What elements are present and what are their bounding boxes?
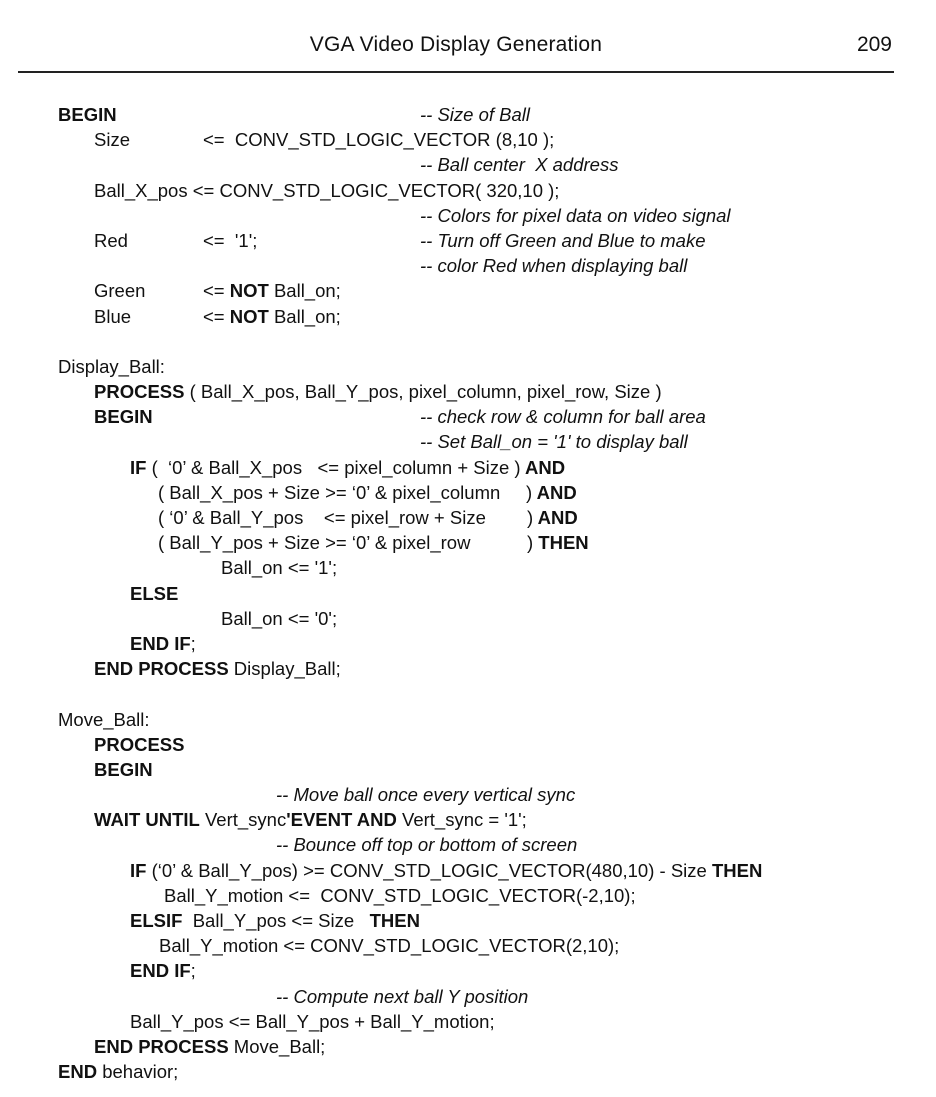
code-comment: -- Turn off Green and Blue to make [420, 229, 706, 251]
code-line [0, 958, 936, 983]
code-text: (‘0’ & Ball_Y_pos) >= CONV_STD_LOGIC_VECTOR(480,10) - Size [146, 859, 712, 881]
code-text: Green [94, 280, 146, 302]
code-keyword: PROCESS [94, 733, 185, 755]
code-text: Ball_on <= '0'; [221, 607, 338, 629]
code-keyword: END IF [130, 960, 191, 982]
code-line [0, 883, 936, 908]
code-text: ; [190, 960, 196, 982]
code-keyword: END PROCESS [94, 658, 229, 680]
code-text: ( Ball_Y_pos + Size >= ‘0’ & pixel_row ) [158, 532, 534, 554]
code-text: Ball_Y_motion <= CONV_STD_LOGIC_VECTOR(-2,10); [164, 884, 636, 906]
code-line [0, 984, 936, 1009]
code-line [0, 757, 936, 782]
code-text: ( Ball_X_pos, Ball_Y_pos, pixel_column, pixel_row, Size ) [184, 381, 662, 403]
code-text: Red [94, 229, 128, 251]
code-text: Blue [94, 305, 132, 327]
code-text: ( ‘0’ & Ball_X_pos <= pixel_column + Size ) [146, 456, 521, 478]
code-line [0, 530, 936, 555]
code-text: ( ‘0’ & Ball_Y_pos <= pixel_row + Size ) [158, 507, 534, 528]
code-line [0, 404, 936, 429]
code-line [0, 606, 936, 631]
page-header-title: VGA Video Display Generation [309, 33, 603, 56]
code-keyword: END [58, 1061, 98, 1083]
vhdl-code-listing [0, 102, 936, 1084]
code-comment: -- color Red when displaying ball [420, 255, 688, 277]
code-keyword: BEGIN [58, 104, 117, 125]
code-text: Display_Ball; [228, 658, 341, 680]
code-keyword: AND [520, 456, 566, 478]
code-line [0, 152, 936, 177]
code-text: Ball_on; [268, 280, 341, 302]
code-text: Vert_sync = '1'; [396, 809, 527, 831]
code-text: <= [203, 305, 230, 327]
code-line [0, 858, 936, 883]
code-text: Ball_X_pos <= CONV_STD_LOGIC_VECTOR( 320,10 ); [94, 179, 560, 201]
code-line [0, 631, 936, 656]
code-keyword: NOT [229, 305, 269, 327]
code-line [0, 253, 936, 278]
code-line [0, 379, 936, 404]
code-text: Move_Ball; [228, 1035, 326, 1057]
code-keyword: THEN [533, 532, 589, 554]
code-comment: -- Set Ball_on = '1' to display ball [420, 431, 688, 453]
code-line [0, 1034, 936, 1059]
code-line [0, 228, 936, 253]
code-line [0, 203, 936, 228]
code-line [0, 933, 936, 958]
code-keyword: ELSIF [130, 910, 183, 931]
code-line [0, 707, 936, 732]
page-number: 209 [856, 33, 892, 56]
header-rule [18, 71, 894, 73]
code-line [0, 304, 936, 329]
code-keyword: WAIT UNTIL [94, 809, 200, 831]
code-comment: -- Compute next ball Y position [276, 985, 529, 1007]
code-line [0, 455, 936, 480]
code-keyword: END IF [130, 632, 191, 654]
code-line [0, 1059, 936, 1084]
code-line [0, 656, 936, 681]
code-line [0, 732, 936, 757]
code-keyword: PROCESS [94, 381, 185, 403]
code-line [0, 329, 936, 354]
code-keyword: THEN [369, 910, 420, 931]
code-line [0, 354, 936, 379]
code-comment: -- Ball center X address [420, 154, 619, 176]
code-line [0, 581, 936, 606]
code-text: behavior; [97, 1061, 179, 1083]
code-line [0, 127, 936, 152]
code-keyword: NOT [229, 280, 269, 302]
code-line [0, 1009, 936, 1034]
code-keyword: 'EVENT AND [286, 809, 397, 831]
code-comment: -- Size of Ball [420, 104, 531, 125]
code-text: ( Ball_X_pos + Size >= ‘0’ & pixel_column ) [158, 481, 533, 503]
code-text: <= [203, 280, 230, 302]
code-text: Ball_Y_pos <= Size [182, 910, 370, 931]
code-line [0, 832, 936, 857]
code-text: <= CONV_STD_LOGIC_VECTOR (8,10 ); [203, 129, 555, 151]
code-keyword: AND [533, 507, 578, 528]
code-line [0, 505, 936, 530]
code-keyword: ELSE [130, 582, 179, 604]
code-line [0, 429, 936, 454]
code-line [0, 908, 936, 933]
code-line [0, 480, 936, 505]
code-keyword: BEGIN [94, 758, 153, 780]
code-line [0, 178, 936, 203]
code-comment: -- Bounce off top or bottom of screen [276, 834, 578, 856]
code-keyword: END PROCESS [94, 1035, 229, 1057]
code-text: Move_Ball: [58, 708, 150, 730]
code-text: ; [190, 632, 196, 654]
code-line [0, 102, 936, 127]
code-keyword: IF [130, 456, 147, 478]
code-text: Ball_Y_motion <= CONV_STD_LOGIC_VECTOR(2,10); [159, 935, 620, 957]
code-keyword: IF [130, 859, 147, 881]
code-keyword: THEN [711, 859, 763, 881]
code-keyword: BEGIN [94, 406, 153, 428]
code-line [0, 278, 936, 303]
code-line [0, 807, 936, 832]
code-text: Size [94, 129, 130, 151]
code-line [0, 555, 936, 580]
code-comment: -- check row & column for ball area [420, 406, 706, 428]
code-text: Ball_Y_pos <= Ball_Y_pos + Ball_Y_motion; [130, 1010, 495, 1032]
code-comment: -- Colors for pixel data on video signal [420, 204, 731, 226]
code-line [0, 681, 936, 706]
code-text: Ball_on; [268, 305, 341, 327]
code-text: <= '1'; [203, 229, 258, 251]
code-text: Display_Ball: [58, 355, 165, 377]
code-text: Vert_sync [199, 809, 287, 831]
code-text: Ball_on <= '1'; [221, 557, 338, 579]
code-line [0, 782, 936, 807]
code-comment: -- Move ball once every vertical sync [276, 784, 576, 806]
code-keyword: AND [532, 481, 577, 503]
